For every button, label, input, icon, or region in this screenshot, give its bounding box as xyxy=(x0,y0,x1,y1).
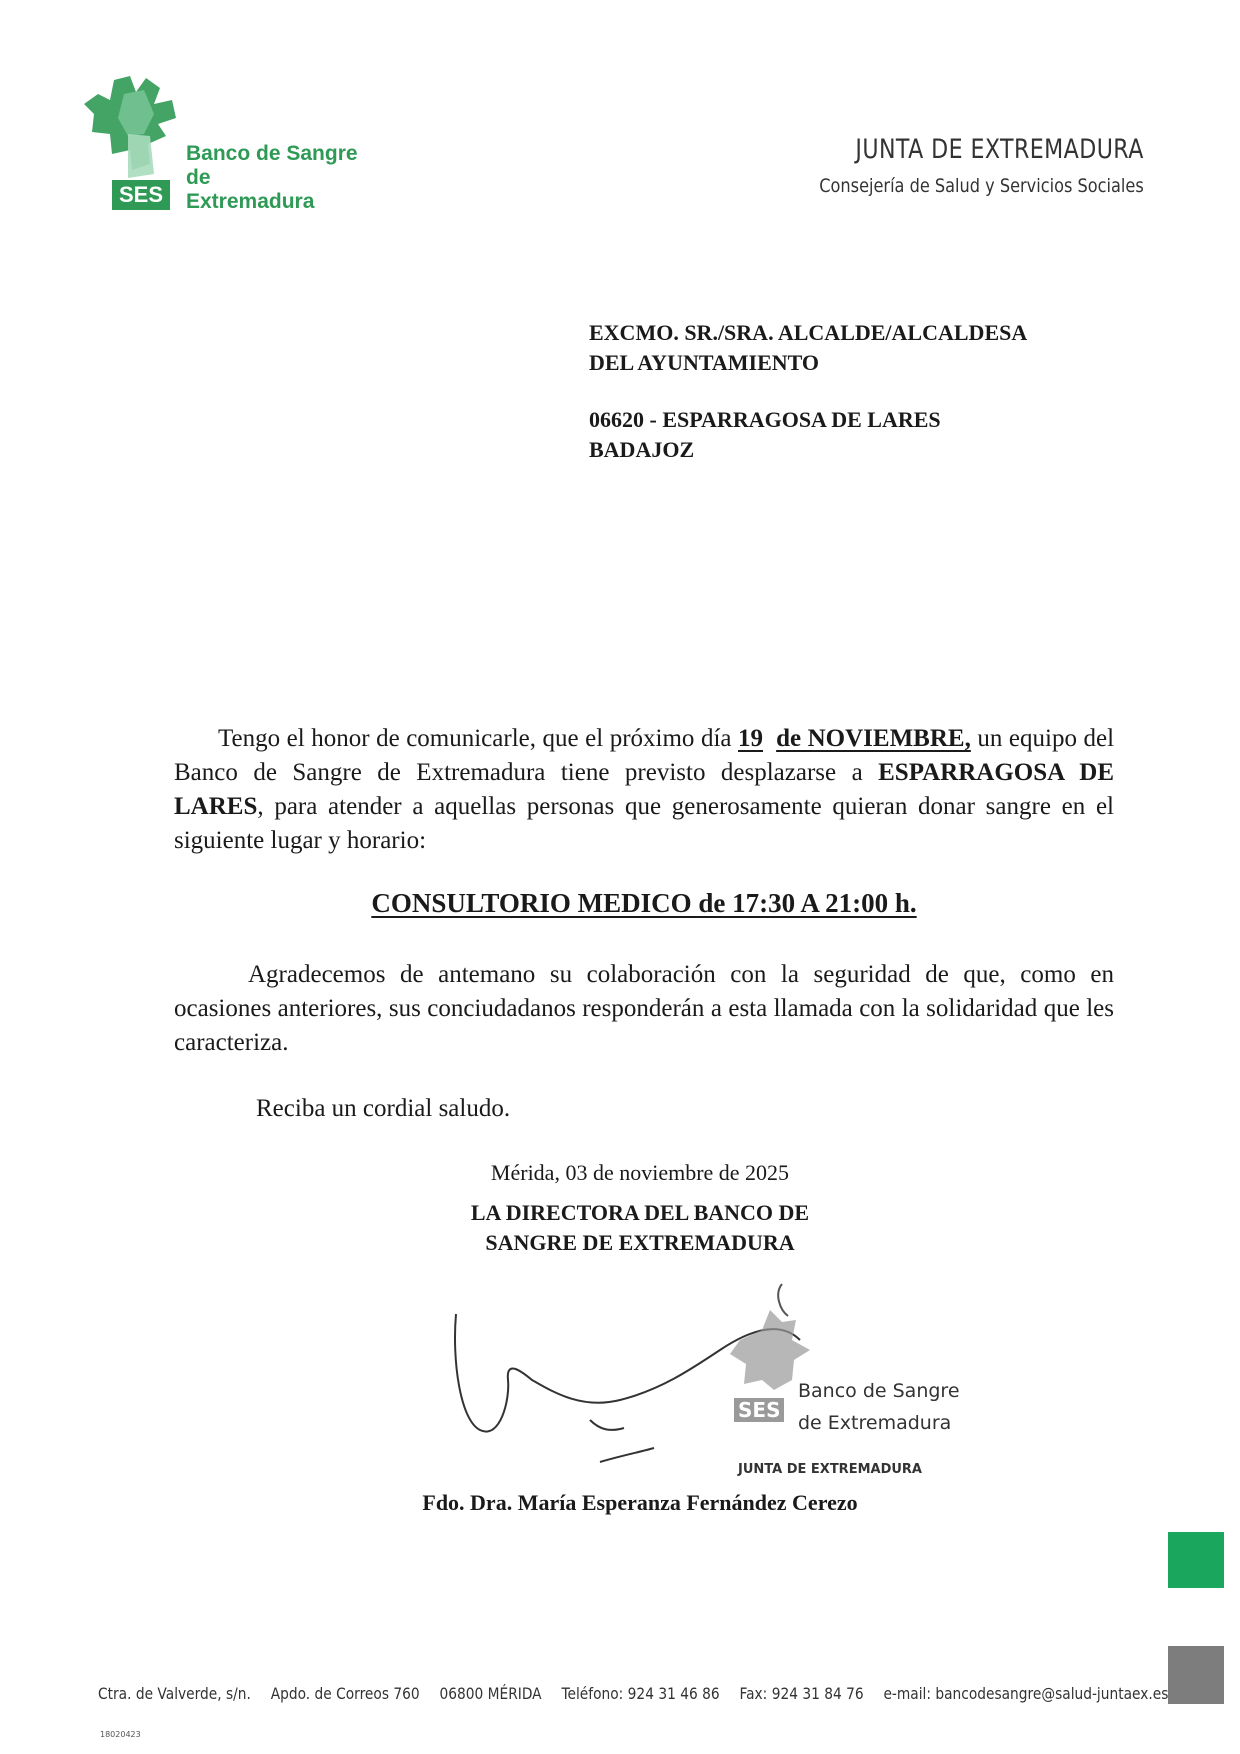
signatory-name: Fdo. Dra. María Esperanza Fernández Cerezo xyxy=(422,1490,858,1515)
footer-phone: Teléfono: 924 31 46 86 xyxy=(561,1684,720,1703)
logo-line-1: Banco de Sangre xyxy=(186,142,358,165)
footer-city: 06800 MÉRIDA xyxy=(439,1684,542,1703)
org-name: JUNTA DE EXTREMADURA xyxy=(855,134,1144,165)
p1-text-c: , para atender a aquellas personas que generosamente quieran donar sangre en el siguiente lugar y horario: xyxy=(174,793,1114,854)
stamp-line-1: Banco de Sangre xyxy=(798,1380,960,1402)
footer-contact xyxy=(98,1684,1184,1703)
location-schedule: CONSULTORIO MEDICO de 17:30 A 21:00 h. xyxy=(371,888,917,918)
stamp-badge: SES xyxy=(734,1398,784,1422)
p1-month: de NOVIEMBRE, xyxy=(776,725,971,752)
footer-po-box: Apdo. de Correos 760 xyxy=(270,1684,420,1703)
recipient-line-3: 06620 - ESPARRAGOSA DE LARES xyxy=(589,407,941,432)
p1-text-b: un equipo del Banco de Sangre de Extremadura tiene previsto desplazarse a xyxy=(174,725,1115,786)
logo-line-3: Extremadura xyxy=(186,190,315,213)
signature-title-1: LA DIRECTORA DEL BANCO DE xyxy=(470,1200,810,1225)
recipient-line-1: EXCMO. SR./SRA. ALCALDE/ALCALDESA xyxy=(589,320,1028,345)
paragraph-announcement xyxy=(174,722,1114,858)
recipient-line-4: BADAJOZ xyxy=(589,437,695,462)
footer-fax: Fax: 924 31 84 76 xyxy=(739,1684,864,1703)
p1-day: 19 xyxy=(738,725,764,752)
stamp-line-2: de Extremadura xyxy=(798,1412,952,1434)
p1-text-a: Tengo el honor de comunicarle, que el próximo día xyxy=(218,725,739,752)
footer-email: e-mail: bancodesangre@salud-juntaex.es xyxy=(883,1684,1169,1703)
stamp-line-3: JUNTA DE EXTREMADURA xyxy=(738,1462,922,1477)
ses-badge: SES xyxy=(112,180,170,210)
p1-place: ESPARRAGOSA DE LARES xyxy=(174,759,1114,820)
logo-line-2: de xyxy=(186,166,211,189)
recipient-line-2: DEL AYUNTAMIENTO xyxy=(589,350,820,375)
signature-title-2: SANGRE DE EXTREMADURA xyxy=(485,1230,795,1255)
logo-text xyxy=(186,142,358,214)
org-header xyxy=(762,134,1144,197)
org-department: Consejería de Salud y Servicios Sociales xyxy=(819,175,1144,197)
document-code: 18020423 xyxy=(100,1730,141,1739)
footer-address: Ctra. de Valverde, s/n. xyxy=(98,1684,251,1703)
paragraph-greeting: Reciba un cordial saludo. xyxy=(256,1095,511,1122)
green-color-bar xyxy=(1168,1532,1224,1588)
signature-date: Mérida, 03 de noviembre de 2025 xyxy=(490,1160,790,1185)
paragraph-thanks: Agradecemos de antemano su colaboración con la seguridad de que, como en ocasiones anteriores, sus conciudadanos responderán a esta llamada con la solidaridad que les caracteriza. xyxy=(174,961,1114,1056)
